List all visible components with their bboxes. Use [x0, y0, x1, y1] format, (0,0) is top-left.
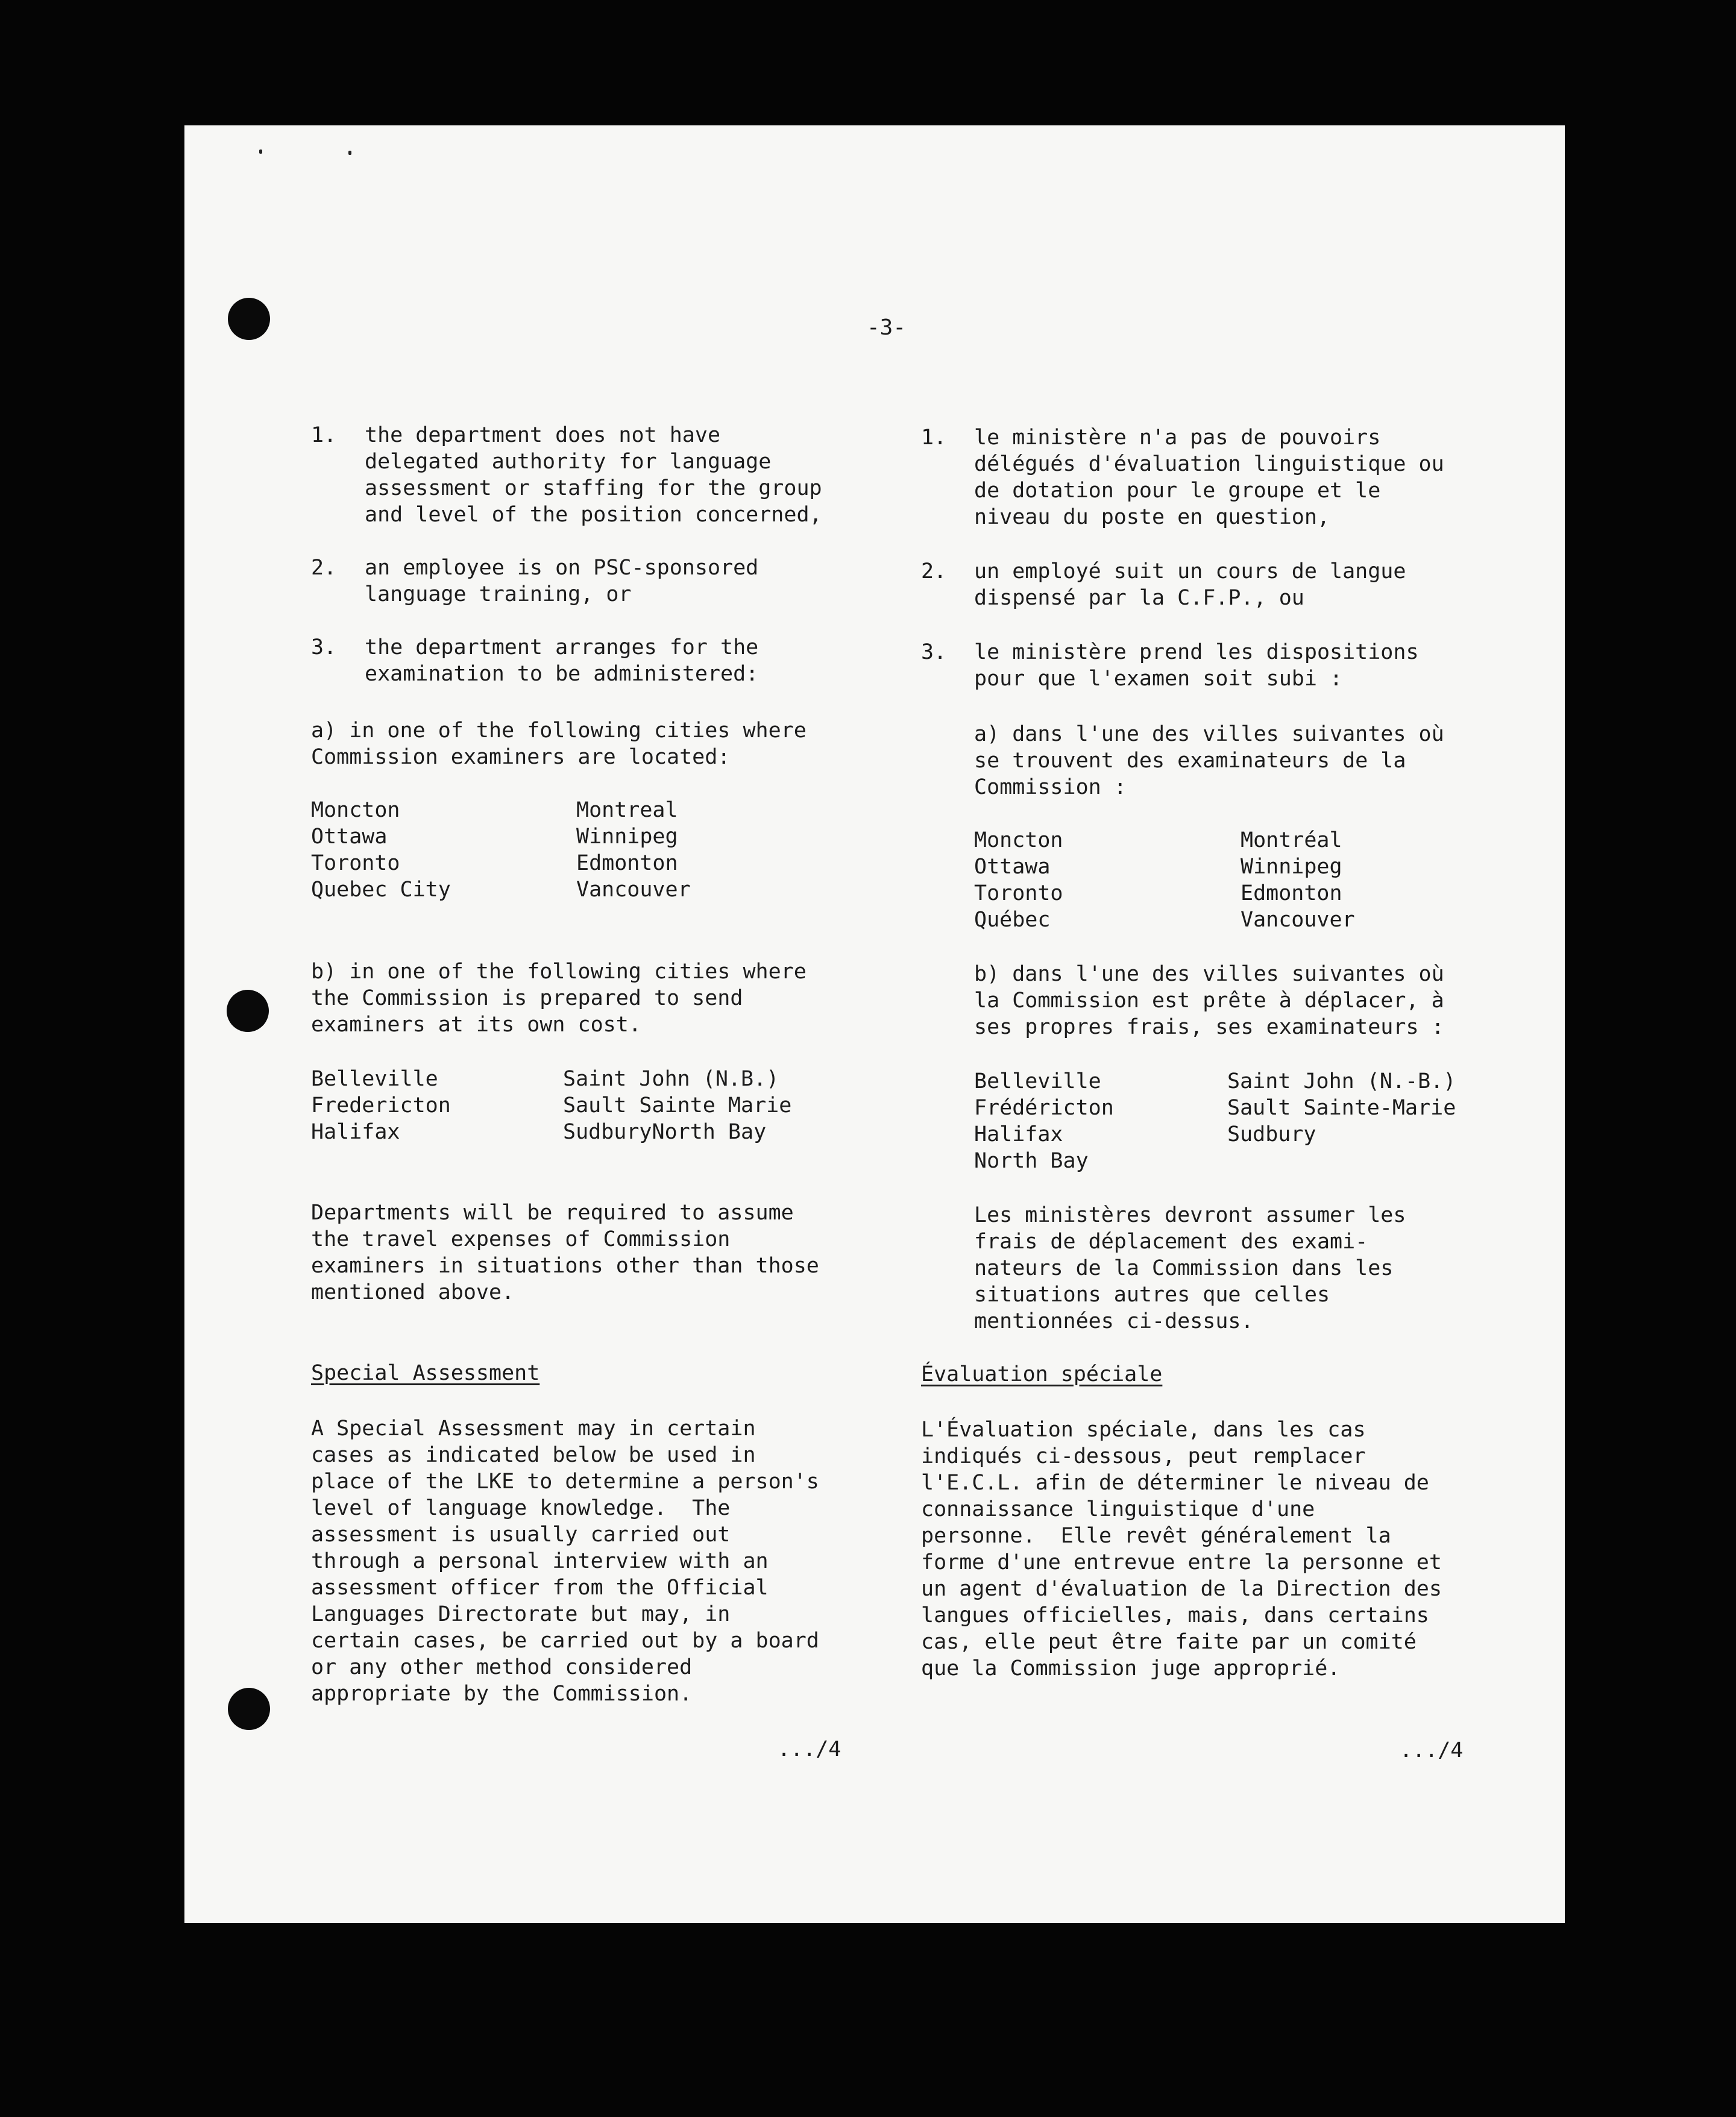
city-name: Frédéricton	[974, 1096, 1114, 1120]
city-name: Quebec City	[311, 878, 451, 902]
french-section-heading: Évaluation spéciale	[921, 1362, 1163, 1386]
city-name: Belleville	[311, 1067, 438, 1091]
paragraph-line: connaissance linguistique d'une	[921, 1497, 1315, 1521]
paragraph-line: assessment is usually carried out	[311, 1523, 731, 1547]
paragraph-line: assessment officer from the Official	[311, 1576, 769, 1600]
paragraph-line: que la Commission juge approprié.	[921, 1656, 1341, 1681]
paper-speck	[348, 151, 351, 155]
paragraph-line: the travel expenses of Commission	[311, 1227, 731, 1251]
item-line: assessment or staffing for the group	[365, 476, 822, 500]
city-name: Winnipeg	[1241, 855, 1342, 879]
subitem-line: a) in one of the following cities where	[311, 719, 807, 743]
item-line: and level of the position concerned,	[365, 503, 822, 527]
paragraph-line: through a personal interview with an	[311, 1549, 769, 1573]
paragraph-line: un agent d'évaluation de la Direction des	[921, 1577, 1442, 1601]
item-line: the department does not have	[365, 423, 721, 447]
page-number: -3-	[867, 315, 907, 340]
item-line: delegated authority for language	[365, 450, 772, 474]
punch-hole-top	[228, 298, 270, 340]
item-number: 2.	[921, 559, 947, 584]
subitem-line: Commission :	[974, 775, 1127, 799]
city-name: Québec	[974, 908, 1051, 932]
paragraph-line: cases as indicated below be used in	[311, 1443, 756, 1467]
item-line: délégués d'évaluation linguistique ou	[974, 452, 1444, 476]
city-name: Montreal	[576, 798, 678, 822]
city-name: Montréal	[1241, 828, 1342, 852]
city-name: Sault Sainte-Marie	[1227, 1096, 1456, 1120]
city-name: Ottawa	[311, 825, 388, 849]
paragraph-line: A Special Assessment may in certain	[311, 1417, 756, 1441]
item-line: niveau du poste en question,	[974, 505, 1330, 529]
paragraph-line: certain cases, be carried out by a board	[311, 1629, 819, 1653]
item-line: un employé suit un cours de langue	[974, 559, 1406, 584]
paragraph-line: Departments will be required to assume	[311, 1201, 794, 1225]
item-number: 1.	[921, 426, 947, 450]
paragraph-line: forme d'une entrevue entre la personne et	[921, 1550, 1442, 1574]
paragraph-line: appropriate by the Commission.	[311, 1682, 693, 1706]
paragraph-line: examiners in situations other than those	[311, 1254, 819, 1278]
city-name: Edmonton	[576, 851, 678, 875]
item-line: le ministère n'a pas de pouvoirs	[974, 426, 1381, 450]
item-line: dispensé par la C.F.P., ou	[974, 586, 1304, 610]
item-line: the department arranges for the	[365, 635, 759, 659]
city-name: Vancouver	[576, 878, 691, 902]
subitem-line: a) dans l'une des villes suivantes où	[974, 722, 1444, 746]
paragraph-line: personne. Elle revêt généralement la	[921, 1524, 1391, 1548]
item-number: 3.	[921, 640, 947, 664]
paragraph-line: level of language knowledge. The	[311, 1496, 731, 1520]
paragraph-line: place of the LKE to determine a person's	[311, 1470, 819, 1494]
paragraph-line: or any other method considered	[311, 1655, 693, 1679]
city-name: SudburyNorth Bay	[563, 1120, 767, 1144]
subitem-line: se trouvent des examinateurs de la	[974, 749, 1406, 773]
city-name: Belleville	[974, 1069, 1101, 1093]
item-number: 2.	[311, 556, 337, 580]
subitem-line: examiners at its own cost.	[311, 1013, 641, 1037]
city-name: Saint John (N.B.)	[563, 1067, 779, 1091]
item-number: 1.	[311, 423, 337, 447]
item-line: an employee is on PSC-sponsored	[365, 556, 759, 580]
paragraph-line: cas, elle peut être faite par un comité	[921, 1630, 1417, 1654]
paragraph-line: mentionnées ci-dessus.	[974, 1309, 1254, 1333]
french-continuation: .../4	[1400, 1738, 1464, 1763]
subitem-line: Commission examiners are located:	[311, 745, 731, 769]
city-name: Sudbury	[1227, 1122, 1316, 1147]
paragraph-line: indiqués ci-dessous, peut remplacer	[921, 1444, 1366, 1468]
city-name: Edmonton	[1241, 881, 1342, 905]
item-line: language training, or	[365, 582, 632, 606]
item-line: le ministère prend les dispositions	[974, 640, 1419, 664]
english-section-heading: Special Assessment	[311, 1361, 540, 1385]
paragraph-line: frais de déplacement des exami-	[974, 1230, 1368, 1254]
paragraph-line: L'Évaluation spéciale, dans les cas	[921, 1418, 1366, 1442]
city-name: Toronto	[311, 851, 400, 875]
punch-hole-middle	[227, 990, 269, 1032]
city-name: North Bay	[974, 1149, 1089, 1173]
paragraph-line: mentioned above.	[311, 1280, 515, 1304]
paragraph-line: l'E.C.L. afin de déterminer le niveau de	[921, 1471, 1429, 1495]
paper-speck	[259, 149, 262, 154]
city-name: Toronto	[974, 881, 1063, 905]
city-name: Winnipeg	[576, 825, 678, 849]
subitem-line: la Commission est prête à déplacer, à	[974, 989, 1444, 1013]
city-name: Saint John (N.-B.)	[1227, 1069, 1456, 1093]
paragraph-line: Languages Directorate but may, in	[311, 1602, 731, 1626]
subitem-line: ses propres frais, ses examinateurs :	[974, 1015, 1444, 1039]
city-name: Fredericton	[311, 1093, 451, 1118]
paragraph-line: langues officielles, mais, dans certains	[921, 1603, 1429, 1628]
paragraph-line: nateurs de la Commission dans les	[974, 1256, 1394, 1280]
city-name: Sault Sainte Marie	[563, 1093, 792, 1118]
item-line: pour que l'examen soit subi :	[974, 667, 1343, 691]
city-name: Ottawa	[974, 855, 1051, 879]
item-line: examination to be administered:	[365, 662, 759, 686]
subitem-line: b) in one of the following cities where	[311, 960, 807, 984]
city-name: Halifax	[311, 1120, 400, 1144]
english-continuation: .../4	[778, 1737, 841, 1761]
item-line: de dotation pour le groupe et le	[974, 479, 1381, 503]
city-name: Moncton	[311, 798, 400, 822]
paragraph-line: Les ministères devront assumer les	[974, 1203, 1406, 1227]
city-name: Halifax	[974, 1122, 1063, 1147]
city-name: Moncton	[974, 828, 1063, 852]
paragraph-line: situations autres que celles	[974, 1283, 1330, 1307]
subitem-line: the Commission is prepared to send	[311, 986, 743, 1010]
punch-hole-bottom	[228, 1688, 270, 1730]
subitem-line: b) dans l'une des villes suivantes où	[974, 962, 1444, 986]
city-name: Vancouver	[1241, 908, 1355, 932]
item-number: 3.	[311, 635, 337, 659]
